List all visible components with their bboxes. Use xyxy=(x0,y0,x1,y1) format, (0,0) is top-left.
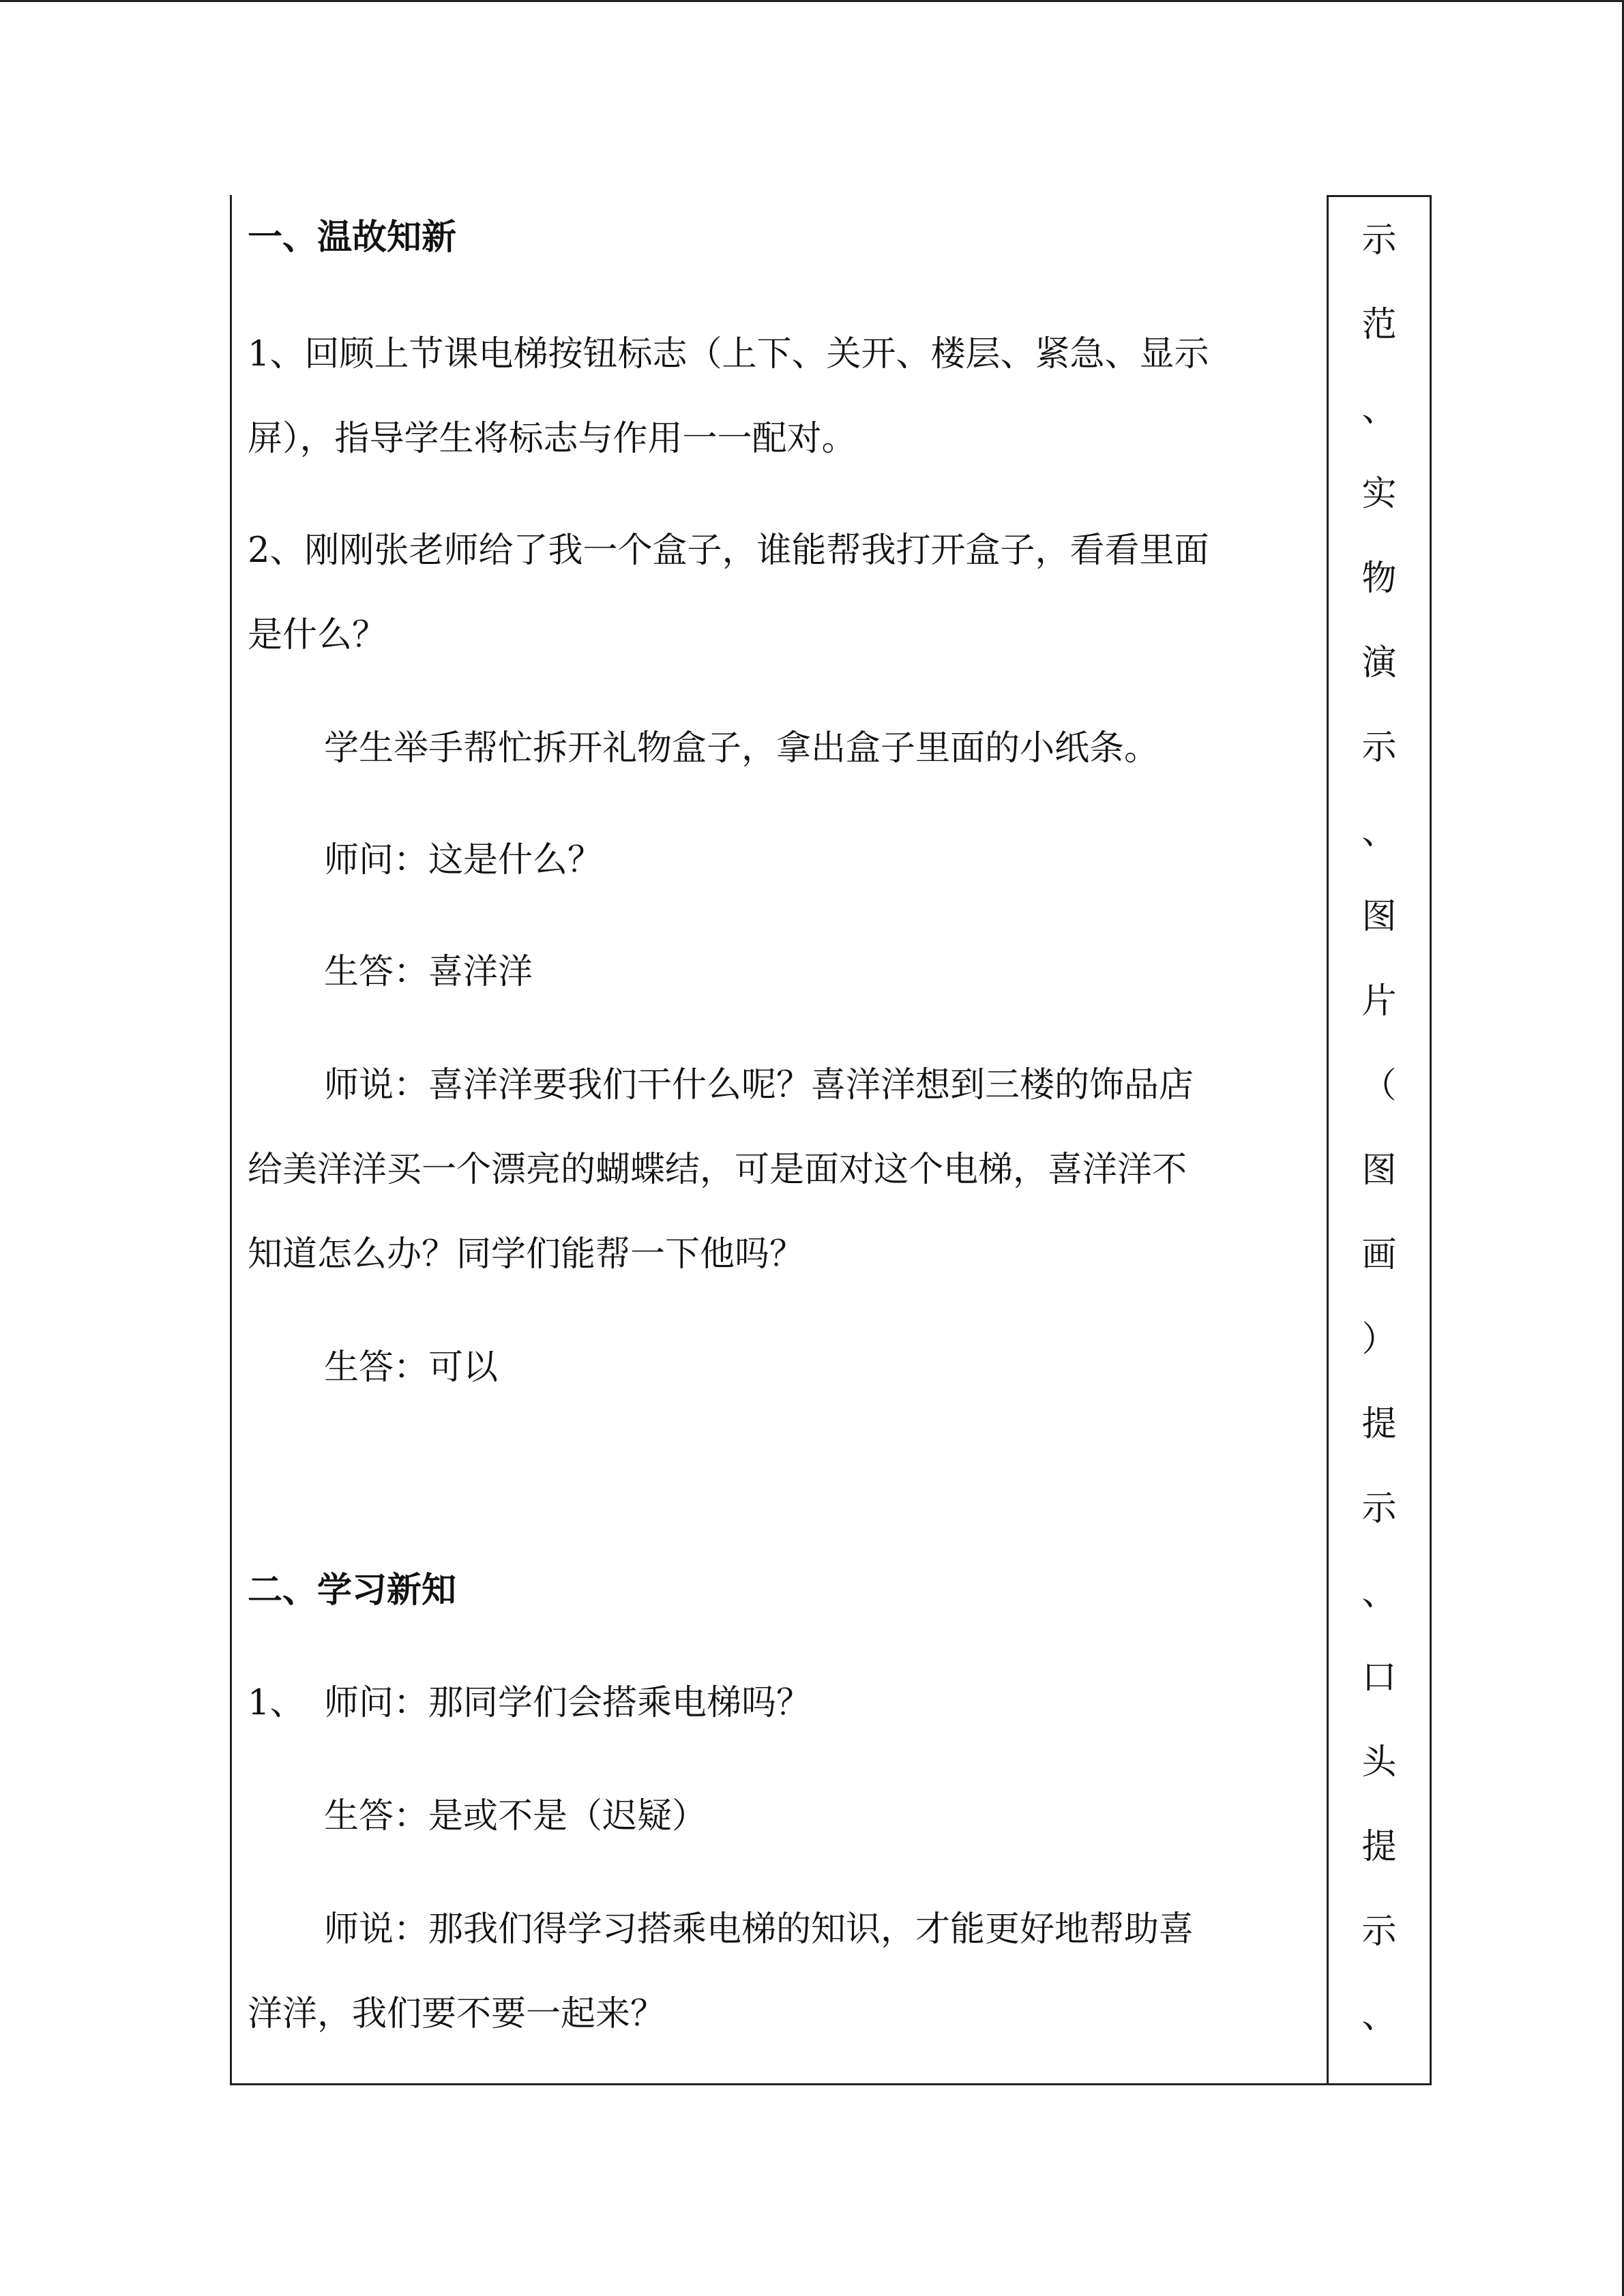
method-char: 图 xyxy=(1361,1150,1397,1191)
item2-line1: 2、刚刚张老师给了我一个盒子，谁能帮我打开盒子，看看里面 xyxy=(248,531,1209,571)
lesson-content-cell xyxy=(230,195,1327,2085)
method-char: 演 xyxy=(1361,643,1397,683)
teacher-say-2-line2: 洋洋，我们要不要一起来？ xyxy=(248,1994,666,2034)
method-char: 示 xyxy=(1361,220,1397,260)
teacher-ask-1: 师问：这是什么？ xyxy=(324,840,603,880)
section1-heading: 一、温故知新 xyxy=(248,217,457,258)
method-char: 口 xyxy=(1361,1658,1397,1698)
method-char: 范 xyxy=(1361,305,1397,345)
teacher-say-2-line1: 师说：那我们得学习搭乘电梯的知识，才能更好地帮助喜 xyxy=(324,1909,1194,1950)
method-char: 画 xyxy=(1361,1235,1397,1275)
lesson-table xyxy=(230,195,1432,2085)
teacher-say-1-line2: 给美洋洋买一个漂亮的蝴蝶结，可是面对这个电梯，喜洋洋不 xyxy=(248,1150,1187,1190)
item1-line1: 1、回顾上节课电梯按钮标志（上下、关开、楼层、紧急、显示 xyxy=(248,334,1209,374)
method-char: 物 xyxy=(1361,558,1397,599)
item1-line2: 屏），指导学生将标志与作用一一配对。 xyxy=(248,419,857,459)
teacher-say-1-line3: 知道怎么办？同学们能帮一下他吗？ xyxy=(248,1234,805,1274)
method-char: 、 xyxy=(1361,1996,1397,2036)
method-char: 、 xyxy=(1361,812,1397,852)
s2-item1-number: 1、 xyxy=(248,1683,305,1723)
method-char: 提 xyxy=(1361,1827,1397,1867)
students-open-paragraph: 学生举手帮忙拆开礼物盒子，拿出盒子里面的小纸条。 xyxy=(324,728,1160,769)
method-char: 、 xyxy=(1361,1573,1397,1613)
method-char: 图 xyxy=(1361,897,1397,937)
item2-line2: 是什么？ xyxy=(248,615,387,655)
student-answer-1: 生答：喜洋洋 xyxy=(324,952,533,992)
method-char: 示 xyxy=(1361,1911,1397,1952)
s2-item1-text: 师问：那同学们会搭乘电梯吗？ xyxy=(324,1683,812,1723)
method-column-cell xyxy=(1327,195,1432,2085)
method-char: ） xyxy=(1361,1320,1397,1360)
method-char: （ xyxy=(1361,1066,1397,1106)
method-char: 示 xyxy=(1361,1489,1397,1529)
method-char: 示 xyxy=(1361,728,1397,768)
method-char: 头 xyxy=(1361,1742,1397,1783)
method-char: 提 xyxy=(1361,1404,1397,1444)
method-char: 、 xyxy=(1361,389,1397,430)
student-answer-2: 生答：可以 xyxy=(324,1347,499,1388)
method-char: 片 xyxy=(1361,981,1397,1022)
student-answer-3: 生答：是或不是（迟疑） xyxy=(324,1796,707,1836)
section2-heading: 二、学习新知 xyxy=(248,1570,457,1611)
page-top-border xyxy=(0,0,1624,2)
method-char: 实 xyxy=(1361,474,1397,514)
teacher-say-1-line1: 师说：喜洋洋要我们干什么呢？喜洋洋想到三楼的饰品店 xyxy=(324,1065,1194,1105)
